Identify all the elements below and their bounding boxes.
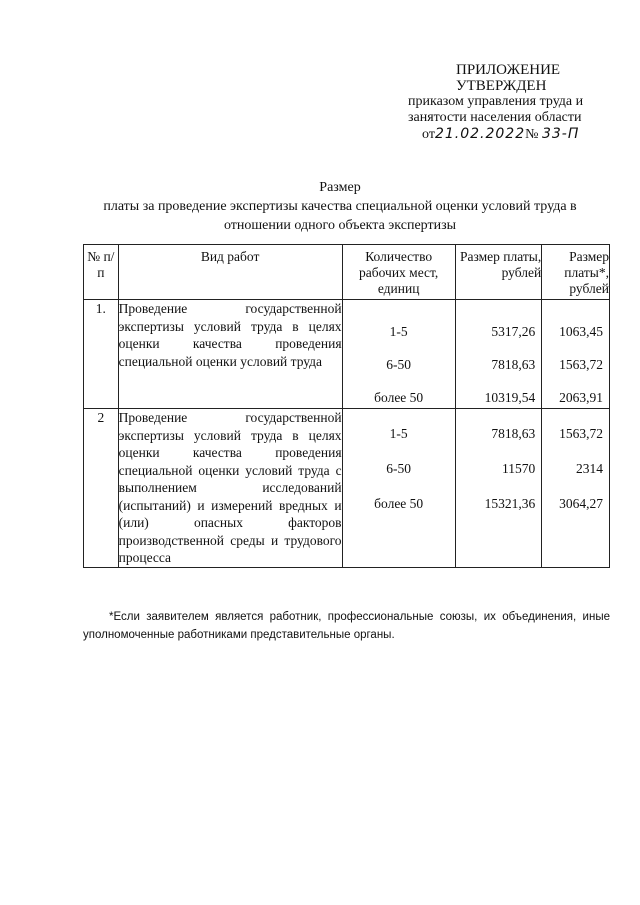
fee-cell	[455, 300, 541, 409]
footnote: *Если заявителем является работник, профессиональные союзы, их объединения, иные уполномоченные работниками представительные органы.	[83, 611, 610, 641]
work-description: Проведение государственной экспертизы условий труда в целях оценки качества проведения специальной оценки условий труда	[118, 300, 342, 409]
fee-reduced-cell	[542, 300, 610, 409]
header-work-type: Вид работ	[118, 245, 342, 300]
fee-reduced-cell	[542, 409, 610, 568]
fee-value: 11570	[502, 461, 536, 476]
qty-value: 6-50	[386, 357, 412, 372]
header-fee: Размер платы, рублей	[455, 245, 541, 300]
fee-value: 15321,36	[484, 496, 536, 511]
fee-value: 5317,26	[491, 324, 536, 339]
appendix-label: ПРИЛОЖЕНИЕ	[456, 62, 561, 78]
handwritten-order-number: 33-П	[541, 126, 580, 142]
fee-value: 7818,63	[491, 357, 536, 372]
header-fee-reduced: Размер платы*, рублей	[542, 245, 610, 300]
order-line-2: занятости населения области	[408, 110, 582, 125]
fee-cell	[455, 409, 541, 568]
fee-reduced-value: 2063,91	[559, 390, 603, 405]
table-row	[84, 300, 610, 409]
qty-value: 6-50	[386, 461, 412, 476]
title-line-3: отношении одного объекта экспертизы	[223, 218, 457, 233]
table-row	[84, 409, 610, 568]
qty-value: 1-5	[389, 426, 408, 441]
row-number: 1.	[84, 300, 119, 409]
number-sign: №	[525, 127, 539, 142]
order-line-1: приказом управления труда и	[408, 94, 584, 109]
qty-value: более 50	[374, 496, 424, 511]
row-number: 2	[84, 409, 119, 568]
header-workplaces-count: Количество рабочих мест, единиц	[342, 245, 455, 300]
qty-value: 1-5	[389, 324, 408, 339]
table-header-row	[84, 245, 610, 300]
fee-table	[83, 244, 610, 568]
fee-value: 10319,54	[484, 390, 536, 405]
qty-value: более 50	[374, 390, 424, 405]
document-title	[60, 178, 620, 235]
title-line-2: платы за проведение экспертизы качества специальной оценки условий труда в	[103, 199, 577, 214]
workplaces-cell	[342, 300, 455, 409]
work-description: Проведение государственной экспертизы условий труда в целях оценки качества проведения специальной оценки условий труда с выполнением исследований (испытаний) и измерений вредных и (или) опасных факторов производственной среды и трудового процесса	[118, 410, 342, 565]
order-date-line	[400, 126, 610, 143]
header-num: № п/п	[84, 245, 119, 300]
fee-reduced-value: 1563,72	[559, 426, 603, 441]
workplaces-cell	[342, 409, 455, 568]
handwritten-date: 21.02.2022	[434, 126, 526, 142]
date-prefix: от	[422, 127, 435, 142]
fee-reduced-value: 1563,72	[559, 357, 603, 372]
approved-label: УТВЕРЖДЕН	[456, 78, 547, 94]
approval-stamp-block	[400, 62, 610, 143]
fee-reduced-value: 2314	[576, 461, 603, 476]
title-line-1: Размер	[319, 180, 361, 195]
fee-reduced-value: 3064,27	[559, 496, 603, 511]
fee-value: 7818,63	[491, 426, 536, 441]
fee-reduced-value: 1063,45	[559, 324, 603, 339]
